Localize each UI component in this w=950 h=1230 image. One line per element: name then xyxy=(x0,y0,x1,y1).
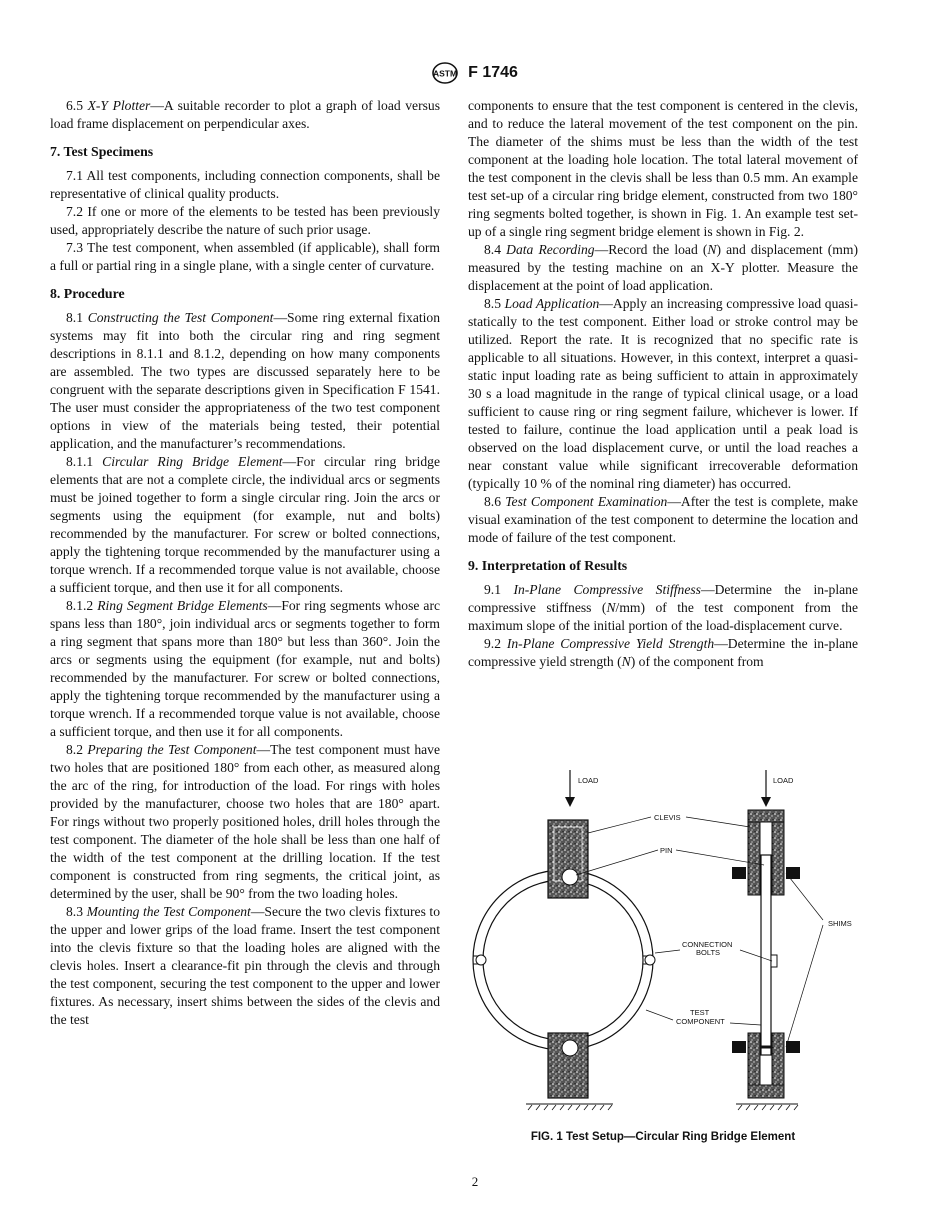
paragraph-9-1: 9.1 In-Plane Compressive Stiffness—Determine the in-plane compressive stiffness (N/mm) of the test component from the maximum slope of the initial portion of the load-displacement curve. xyxy=(468,582,858,633)
label-bolts: BOLTS xyxy=(696,948,721,957)
section-heading-9: 9. Interpretation of Results xyxy=(468,558,628,573)
figure-1-test-setup xyxy=(468,765,858,1125)
astm-logo-icon xyxy=(432,62,458,84)
label-connection: CONNECTION xyxy=(682,940,733,949)
right-column xyxy=(468,97,858,671)
shim-lower-right xyxy=(786,1041,800,1053)
paragraph-8-3: 8.3 Mounting the Test Component—Secure the two clevis fixtures to the upper and lower grips of the load frame. Insert the test component into the clevis fixture so that the loading holes are aligned with the clevis holes. Insert a clearance-fit pin through the clevis and through the test component, securing the test component to the upper and lower fixtures. As necessary, insert shims between the sides of the clevis and the test xyxy=(50,904,441,1027)
paragraph-7-3: 7.3 The test component, when assembled (if applicable), shall form a full or partial ring in a single plane, with a single center of curvature. xyxy=(50,240,440,273)
paragraph-6-5: 6.5 X-Y Plotter—A suitable recorder to plot a graph of load versus load frame displacement on perpendicular axes. xyxy=(50,98,440,131)
shim-upper-left xyxy=(732,867,746,879)
load-arrow-left xyxy=(565,770,575,807)
label-load-right: LOAD xyxy=(773,776,794,785)
ground-hatch-left xyxy=(526,1104,613,1110)
shim-lower-left xyxy=(732,1041,746,1053)
paragraph-9-2: 9.2 In-Plane Compressive Yield Strength—Determine the in-plane compressive yield strength (N) of the component from xyxy=(468,636,858,669)
pin-lower-left xyxy=(562,1040,578,1056)
paragraph-8-6: 8.6 Test Component Examination—After the test is complete, make visual examination of the test component to determine the location and mode of failure of the test component. xyxy=(468,494,859,545)
label-shims: SHIMS xyxy=(828,919,852,928)
paragraph-8-1: 8.1 Constructing the Test Component—Some ring external fixation systems may fit into both the circular ring and ring segment descriptions in 8.1.1 and 8.1.2, depending on how many components are assembled. The two types are discussed separately here to be congruent with the separate descriptions given in Specification F 1541. The user must consider the appropriateness of the two test component options in view of the materials being tested, their potential application, and the manufacturer’s recommendations. xyxy=(50,310,441,451)
pin-upper-left xyxy=(562,869,578,885)
svg-text:ASTM: ASTM xyxy=(433,68,458,79)
lower-clevis-left xyxy=(548,1033,588,1098)
label-load-left: LOAD xyxy=(578,776,599,785)
section-heading-8: 8. Procedure xyxy=(50,286,125,301)
label-component: COMPONENT xyxy=(676,1017,725,1026)
label-test: TEST xyxy=(690,1008,710,1017)
page-number: 2 xyxy=(471,1174,479,1189)
test-setup-drawing xyxy=(468,765,858,1125)
figure-caption: FIG. 1 Test Setup—Circular Ring Bridge Element xyxy=(530,1131,796,1143)
paragraph-8-1-1: 8.1.1 Circular Ring Bridge Element—For circular ring bridge elements that are not a complete circle, the individual arcs or segments must be joined together to form a single circular ring. Join the arcs or segments using the equipment (for example, nut and bolts) recommended by the manufacturer. For screw or bolted connections, apply the tightening torque recommended by the manufacturer using a torque wrench. If a recommended torque value is not available, choose a sufficient torque, and then use it for all components. xyxy=(50,454,440,595)
paragraph-8-1-2: 8.1.2 Ring Segment Bridge Elements—For ring segments whose arc spans less than 180°, join individual arcs or segments together to form a ring segment that spans more than 180° but less than 360°. Join the arcs or segments using the equipment (for example, nut and bolts) recommended by the manufacturer. For screw or bolted connections, apply the tightening torque recommended by the manufacturer using a torque wrench. If a recommended torque value is not available, choose a sufficient torque, and then use it for all components. xyxy=(50,598,441,739)
ground-hatch-right xyxy=(736,1104,798,1110)
paragraph-8-3-continued: components to ensure that the test component is centered in the clevis, and to reduce the lateral movement of the test component on the pin. The diameter of the shims must be less than the width of the test component at the loading hole location. The total lateral movement of the test component in the clevis shall be less than 0.5 mm. An example test set-up of a circular ring bridge element, constructed from two 180° ring segments bolted together, is shown in Fig. 1. An example test set-up of a single ring segment bridge element is shown in Fig. 2. xyxy=(468,98,858,239)
paragraph-8-4: 8.4 Data Recording—Record the load (N) and displacement (mm) measured by the testing machine on an X-Y plotter. Measure the displacement at the point of load application. xyxy=(468,242,858,293)
load-arrow-right xyxy=(761,770,771,807)
connection-bolt-right xyxy=(645,955,655,965)
connection-bolt-left xyxy=(476,955,486,965)
label-pin: PIN xyxy=(660,846,673,855)
section-heading-7: 7. Test Specimens xyxy=(50,144,154,159)
test-component-side xyxy=(761,855,771,1055)
standard-designation: F 1746 xyxy=(468,64,518,81)
paragraph-7-2: 7.2 If one or more of the elements to be tested has been previously used, appropriately describe the nature of such prior usage. xyxy=(50,204,440,237)
paragraph-8-5: 8.5 Load Application—Apply an increasing compressive load quasi-statically to the test component. Either load or stroke control may be utilized. Report the rate. It is recognized that no specific rate is applicable to all situations. However, in this context, interpret a quasi-static input loading rate as being sufficient to attain in approximately 30 s a load magnitude in the range of typical clinical usage, or a load sufficient to cause ring or ring segment failure, whichever is lower. If tested to failure, continue the load application until a peak load is observed on the load displacement curve, or until the load reaches a near constant value while significant irrecoverable deformation (typically 10 % of the nominal ring diameter) has occurred. xyxy=(468,296,859,491)
page-header xyxy=(0,62,950,84)
label-clevis: CLEVIS xyxy=(654,813,681,822)
upper-clevis-left xyxy=(548,820,588,898)
left-column xyxy=(50,97,440,1029)
paragraph-8-2: 8.2 Preparing the Test Component—The test component must have two holes that are positioned 180° from each other, as measured along the arc of the ring, for introduction of the load. For rings with holes provided by the manufacturer, choose two holes that are 180° apart. For rings without two properly positioned holes, drill holes through the test component. The diameter of the hole shall be less than one half of the width of the test component at the drilling location. If the test component is constructed from ring segments, the critical joint, as determined by the user, shall be 90° from the two loading holes. xyxy=(50,742,440,901)
shim-upper-right xyxy=(786,867,800,879)
paragraph-7-1: 7.1 All test components, including connection components, shall be representative of clinical quality products. xyxy=(50,168,440,201)
